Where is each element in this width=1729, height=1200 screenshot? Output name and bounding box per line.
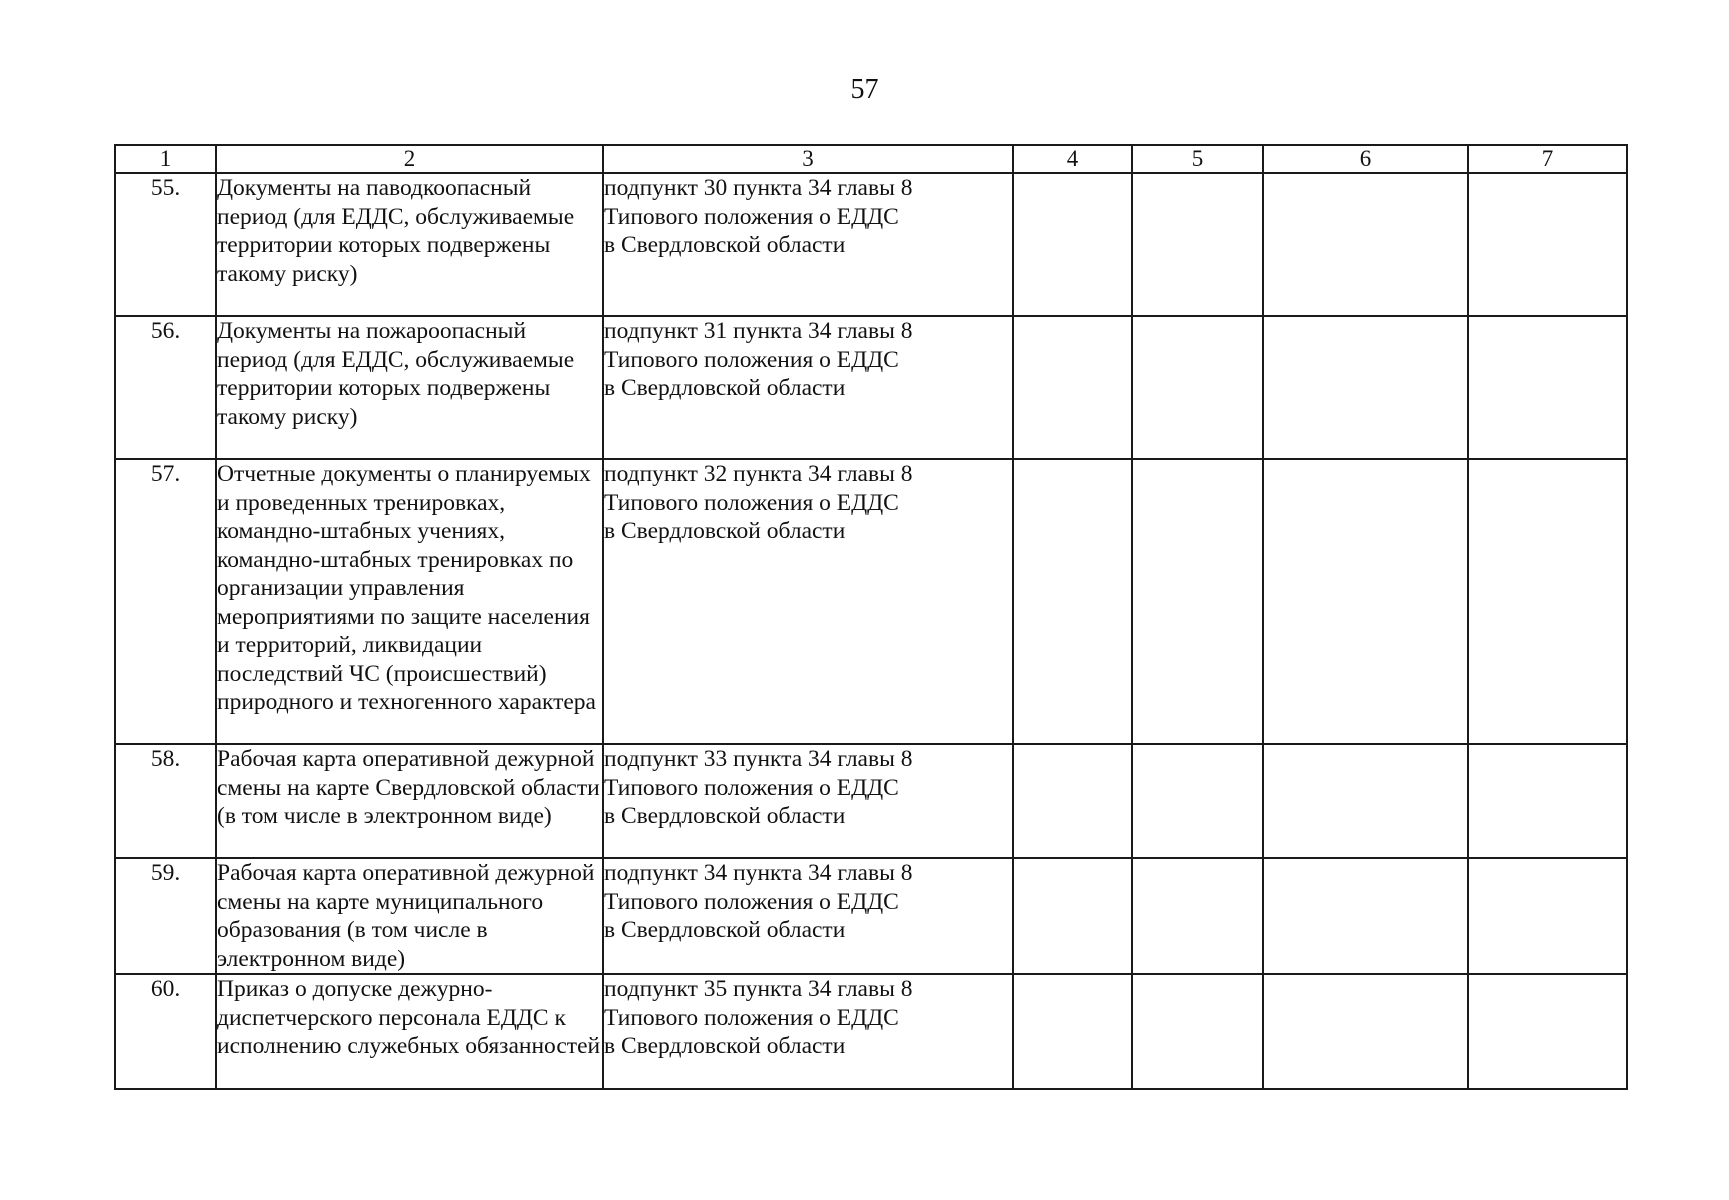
empty-cell bbox=[1132, 744, 1263, 858]
reference-line: Типового положения о ЕДДС bbox=[604, 888, 899, 915]
empty-cell bbox=[1468, 173, 1627, 316]
column-header-6: 6 bbox=[1263, 145, 1468, 173]
document-name: Документы на паводкоопасный период (для ЕДДС, обслуживаемые территории которых подвержены такому риску) bbox=[216, 173, 603, 316]
reference-line: в Свердловской области bbox=[604, 232, 846, 258]
page-number: 57 bbox=[850, 74, 879, 105]
document-table bbox=[114, 144, 1628, 1090]
empty-cell bbox=[1263, 173, 1468, 316]
reference-line: в Свердловской области bbox=[604, 1033, 846, 1059]
table-row bbox=[115, 173, 1627, 316]
empty-cell bbox=[1468, 316, 1627, 459]
row-number: 57. bbox=[115, 459, 216, 744]
reference-line: в Свердловской области bbox=[604, 917, 846, 943]
empty-cell bbox=[1132, 459, 1263, 744]
row-number: 59. bbox=[115, 858, 216, 974]
empty-cell bbox=[1013, 459, 1132, 744]
column-header-1: 1 bbox=[115, 145, 216, 173]
empty-cell bbox=[1263, 858, 1468, 974]
reference-line: Типового положения о ЕДДС bbox=[604, 774, 899, 801]
table-row bbox=[115, 744, 1627, 858]
column-header-2: 2 bbox=[216, 145, 603, 173]
document-name: Рабочая карта оперативной дежурной смены на карте муниципального образования (в том числе в электронном виде) bbox=[216, 858, 603, 974]
reference-cell bbox=[603, 974, 1013, 1089]
reference-cell bbox=[603, 858, 1013, 974]
reference-cell bbox=[603, 744, 1013, 858]
empty-cell bbox=[1013, 316, 1132, 459]
reference-line: в Свердловской области bbox=[604, 375, 846, 401]
empty-cell bbox=[1013, 974, 1132, 1089]
reference-line: Типового положения о ЕДДС bbox=[604, 489, 899, 516]
reference-line: подпункт 31 пункта 34 главы 8 bbox=[604, 318, 913, 344]
reference-cell bbox=[603, 459, 1013, 744]
reference-line: в Свердловской области bbox=[604, 518, 846, 544]
document-name: Документы на пожароопасный период (для ЕДДС, обслуживаемые территории которых подвержены такому риску) bbox=[216, 316, 603, 459]
empty-cell bbox=[1263, 974, 1468, 1089]
table-row bbox=[115, 316, 1627, 459]
reference-line: подпункт 35 пункта 34 главы 8 bbox=[604, 976, 913, 1002]
column-header-4: 4 bbox=[1013, 145, 1132, 173]
reference-line: в Свердловской области bbox=[604, 803, 846, 829]
empty-cell bbox=[1132, 974, 1263, 1089]
empty-cell bbox=[1468, 744, 1627, 858]
reference-line: Типового положения о ЕДДС bbox=[604, 346, 899, 373]
table-row bbox=[115, 974, 1627, 1089]
empty-cell bbox=[1468, 459, 1627, 744]
empty-cell bbox=[1132, 173, 1263, 316]
reference-line: подпункт 33 пункта 34 главы 8 bbox=[604, 746, 913, 772]
row-number: 58. bbox=[115, 744, 216, 858]
row-number: 55. bbox=[115, 173, 216, 316]
empty-cell bbox=[1132, 316, 1263, 459]
table-header-row bbox=[115, 145, 1627, 173]
table-row bbox=[115, 459, 1627, 744]
empty-cell bbox=[1013, 173, 1132, 316]
empty-cell bbox=[1013, 858, 1132, 974]
empty-cell bbox=[1263, 459, 1468, 744]
reference-line: подпункт 30 пункта 34 главы 8 bbox=[604, 175, 913, 201]
reference-line: подпункт 34 пункта 34 главы 8 bbox=[604, 860, 913, 886]
column-header-5: 5 bbox=[1132, 145, 1263, 173]
row-number: 60. bbox=[115, 974, 216, 1089]
empty-cell bbox=[1013, 744, 1132, 858]
empty-cell bbox=[1468, 974, 1627, 1089]
reference-line: Типового положения о ЕДДС bbox=[604, 1004, 899, 1031]
reference-line: подпункт 32 пункта 34 главы 8 bbox=[604, 461, 913, 487]
empty-cell bbox=[1468, 858, 1627, 974]
reference-cell bbox=[603, 173, 1013, 316]
document-name: Рабочая карта оперативной дежурной смены на карте Свердловской области (в том числе в электронном виде) bbox=[216, 744, 603, 858]
empty-cell bbox=[1263, 316, 1468, 459]
column-header-7: 7 bbox=[1468, 145, 1627, 173]
empty-cell bbox=[1263, 744, 1468, 858]
document-name: Отчетные документы о планируемых и проведенных тренировках, командно-штабных учениях, командно-штабных тренировках по организации управления мероприятиями по защите населения и территорий, ликвидации последствий ЧС (происшествий) природного и техногенного характера bbox=[216, 459, 603, 744]
reference-line: Типового положения о ЕДДС bbox=[604, 203, 899, 230]
document-name: Приказ о допуске дежурно-диспетчерского персонала ЕДДС к исполнению служебных обязанностей bbox=[216, 974, 603, 1089]
table-row bbox=[115, 858, 1627, 974]
row-number: 56. bbox=[115, 316, 216, 459]
empty-cell bbox=[1132, 858, 1263, 974]
reference-cell bbox=[603, 316, 1013, 459]
column-header-3: 3 bbox=[603, 145, 1013, 173]
